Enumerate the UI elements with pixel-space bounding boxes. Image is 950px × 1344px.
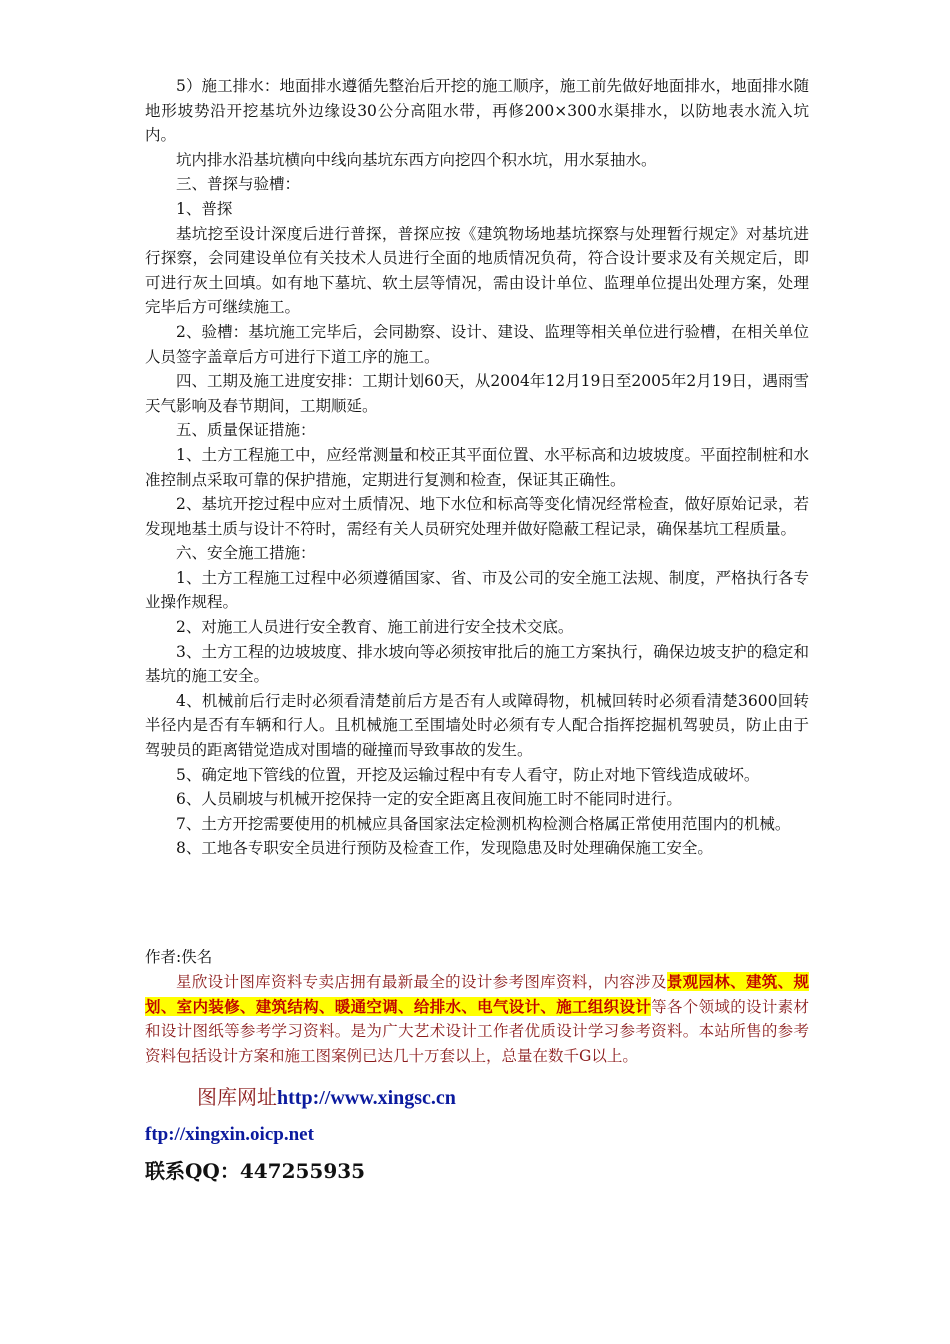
paragraph-quality-1: 1、土方工程施工中，应经常测量和校正其平面位置、水平标高和边坡坡度。平面控制桩和水准控制点采取可靠的保护措施，定期进行复测和检查，保证其正确性。 [145,445,809,489]
promo-text-before: 星欣设计图库资料专卖店拥有最新最全的设计参考图库资料，内容涉及 [176,973,667,991]
paragraph-trench-inspection: 2、验槽：基坑施工完毕后，会同勘察、设计、建设、监理等相关单位进行验槽，在相关单位人员签字盖章后方可进行下道工序的施工。 [145,322,809,366]
paragraph-quality-2: 2、基坑开挖过程中应对土质情况、地下水位和标高等变化情况经常检查，做好原始记录，若发现地基土质与设计不符时，需经有关人员研究处理并做好隐蔽工程记录，确保基坑工程质量。 [145,495,809,538]
paragraph-general-probe: 基坑挖至设计深度后进行普探，普探应按《建筑物场地基坑探察与处理暂行规定》对基坑进行探察，会同建设单位有关技术人员进行全面的地质情况负荷，符合设计要求及有关规定后，即可进行灰土回填。如有地下墓坑、软土层等情况，需由设计单位、监理单位提出处理方案，处理完毕后方可继续施工。 [145,224,809,317]
author-line: 作者:佚名 [145,948,213,966]
website-link[interactable]: http://www.xingsc.cn [277,1087,456,1109]
paragraph-safety-8: 8、工地各专职安全员进行预防及检查工作，发现隐患及时处理确保施工安全。 [176,839,713,858]
paragraph-safety-6: 6、人员刷坡与机械开挖保持一定的安全距离且夜间施工时不能同时进行。 [176,790,682,809]
paragraph-safety-1: 1、土方工程施工过程中必须遵循国家、省、市及公司的安全施工法规、制度，严格执行各专业操作规程。 [145,568,809,612]
promo-text-after: 等各个领域的设计素材和设计图纸等参考学习资料。是为广大艺术设计工作者优质设计学习参考资料。本站所售的参考资料包括设计方案和施工图案例已达几十万套以上，总量在数千G以上。 [145,997,809,1065]
promo-highlight: 景观园林、建筑、规划、室内装修、建筑结构、暖通空调、给排水、电气设计、施工组织设计 [145,972,809,1016]
promo-paragraph [145,970,809,1068]
subheading-general-probe: 1、普探 [176,199,233,218]
paragraph-safety-2: 2、对施工人员进行安全教育、施工前进行安全技术交底。 [176,618,574,637]
heading-safety: 六、安全施工措施： [176,544,316,563]
qq-contact-line [145,1157,365,1185]
qq-number: 447255935 [239,1159,366,1183]
paragraph-safety-7: 7、土方开挖需要使用的机械应具备国家法定检测机构检测合格属正常使用范围内的机械。 [176,814,791,833]
website-line [197,1083,456,1112]
paragraph-pit-drainage: 坑内排水沿基坑横向中线向基坑东西方向挖四个积水坑，用水泵抽水。 [176,150,657,169]
website-label: 图库网址 [197,1085,277,1109]
paragraph-safety-3: 3、土方工程的边坡坡度、排水坡向等必须按审批后的施工方案执行，确保边坡支护的稳定和基坑的施工安全。 [145,642,809,686]
paragraph-safety-4: 4、机械前后行走时必须看清楚前后方是否有人或障碍物，机械回转时必须看清楚3600回转半径内是否有车辆和行人。且机械施工至围墙处时必须有专人配合指挥挖掘机驾驶员，防止由于驾驶员的距离错觉造成对围墙的碰撞而导致事故的发生。 [145,691,809,760]
heading-schedule: 四、工期及施工进度安排：工期计划60天，从2004年12月19日至2005年2月19日，遇雨雪天气影响及春节期间，工期顺延。 [145,372,809,415]
heading-probe-inspection: 三、普探与验槽： [176,175,301,194]
document-body [145,74,809,861]
heading-quality: 五、质量保证措施： [176,421,316,440]
qq-label: 联系QQ： [145,1159,240,1183]
paragraph-safety-5: 5、确定地下管线的位置，开挖及运输过程中有专人看守，防止对地下管线造成破坏。 [176,765,760,784]
ftp-link[interactable]: ftp://xingxin.oicp.net [145,1124,314,1145]
paragraph-drainage: 5）施工排水：地面排水遵循先整治后开挖的施工顺序，施工前先做好地面排水，地面排水随地形坡势沿开挖基坑外边缘设30公分高阻水带，再修200×300水渠排水，以防地表水流入坑内。 [145,77,809,145]
